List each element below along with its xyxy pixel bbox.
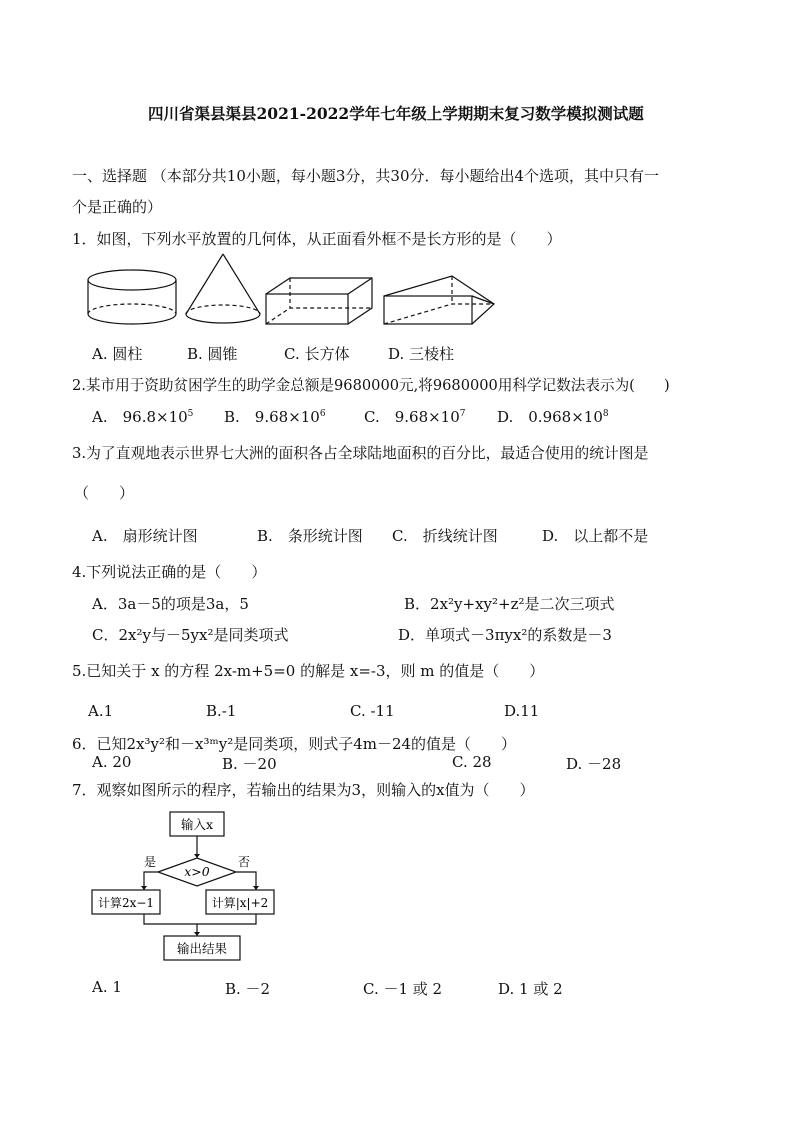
- q3-option-d[interactable]: D. 以上都不是: [542, 527, 649, 545]
- q1-option-b[interactable]: B. 圆锥: [187, 345, 238, 363]
- q4-option-d[interactable]: D．单项式－3πyx²的系数是－3: [398, 626, 612, 644]
- q4-option-c[interactable]: C．2x²y与－5yx²是同类项式: [92, 626, 289, 644]
- q5-option-d[interactable]: D.11: [504, 702, 540, 720]
- q5-option-c[interactable]: C. -11: [350, 702, 395, 720]
- page-title: 四川省渠县渠县2021-2022学年七年级上学期期末复习数学模拟测试题: [148, 104, 644, 123]
- flow-right-label: 计算|x|+2: [211, 896, 269, 910]
- section-heading-cont: 个是正确的）: [72, 198, 163, 216]
- question-3-paren: （ ）: [74, 484, 135, 502]
- q6-option-c[interactable]: C. 28: [452, 753, 492, 771]
- cuboid-figure: [266, 278, 372, 324]
- q2-option-d[interactable]: D. $0.968\times 10^8$: [497, 408, 609, 426]
- q7-option-d[interactable]: D. 1 或 2: [498, 980, 563, 998]
- q7-option-b[interactable]: B. －2: [225, 980, 271, 998]
- q6-option-a[interactable]: A. 20: [92, 753, 132, 771]
- q1-option-d[interactable]: D. 三棱柱: [388, 345, 455, 363]
- flow-left-label: 计算2x−1: [97, 896, 155, 910]
- q7-flowchart: [88, 806, 288, 966]
- q3-option-c[interactable]: C. 折线统计图: [392, 527, 498, 545]
- q1-option-a[interactable]: A. 圆柱: [92, 345, 143, 363]
- prism-figure: [384, 276, 494, 324]
- cylinder-figure: [88, 270, 176, 324]
- q4-option-b[interactable]: B．2x²y+xy²+z²是二次三项式: [404, 595, 615, 613]
- flow-yes-label: 是: [144, 855, 157, 869]
- q2-option-c[interactable]: C. $9.68\times 10^7$: [364, 408, 466, 426]
- q1-option-c[interactable]: C. 长方体: [284, 345, 350, 363]
- question-4-stem: 4.下列说法正确的是（ ）: [72, 563, 267, 581]
- question-5-stem: 5.已知关于 x 的方程 2x-m+5=0 的解是 x=-3，则 m 的值是（ ）: [72, 662, 545, 680]
- q7-option-c[interactable]: C. －1 或 2: [363, 980, 443, 998]
- q7-option-a[interactable]: A. 1: [92, 978, 122, 996]
- q2-option-a[interactable]: A. $96.8\times 10^5$: [92, 408, 194, 426]
- question-7-stem: 7．观察如图所示的程序，若输出的结果为3，则输入的x值为（ ）: [72, 781, 535, 799]
- question-3-stem: 3.为了直观地表示世界七大洲的面积各占全球陆地面积的百分比，最适合使用的统计图是: [72, 445, 649, 462]
- section-heading: 一、选择题 （本部分共10小题，每小题3分，共30分．每小题给出4个选项，其中只有一: [72, 167, 660, 185]
- q3-option-b[interactable]: B. 条形统计图: [257, 527, 363, 545]
- flow-no-label: 否: [238, 855, 251, 869]
- cone-figure: [186, 254, 260, 323]
- q5-option-b[interactable]: B.-1: [206, 702, 237, 720]
- q3-option-a[interactable]: A. 扇形统计图: [92, 527, 198, 545]
- question-1-stem: 1．如图，下列水平放置的几何体，从正面看外框不是长方形的是（ ）: [72, 230, 562, 248]
- q1-solids-figure: [84, 252, 504, 330]
- flow-input-label: 输入x: [180, 817, 214, 832]
- q6-option-d[interactable]: D. －28: [566, 755, 622, 773]
- q6-option-b[interactable]: B. －20: [222, 755, 277, 773]
- question-6-stem: 6．已知2x³y²和－x³ᵐy²是同类项，则式子4m－24的值是（ ）: [72, 735, 517, 753]
- flow-condition-label: x>0: [184, 864, 210, 879]
- q4-option-a[interactable]: A．3a－5的项是3a，5: [92, 595, 249, 613]
- flow-output-label: 输出结果: [176, 941, 228, 956]
- question-2-stem: 2.某市用于资助贫困学生的助学金总额是9680000元,将9680000用科学记数法表示为( ): [72, 377, 670, 394]
- q2-option-b[interactable]: B. $9.68\times 10^6$: [224, 408, 326, 426]
- q5-option-a[interactable]: A.1: [88, 702, 114, 720]
